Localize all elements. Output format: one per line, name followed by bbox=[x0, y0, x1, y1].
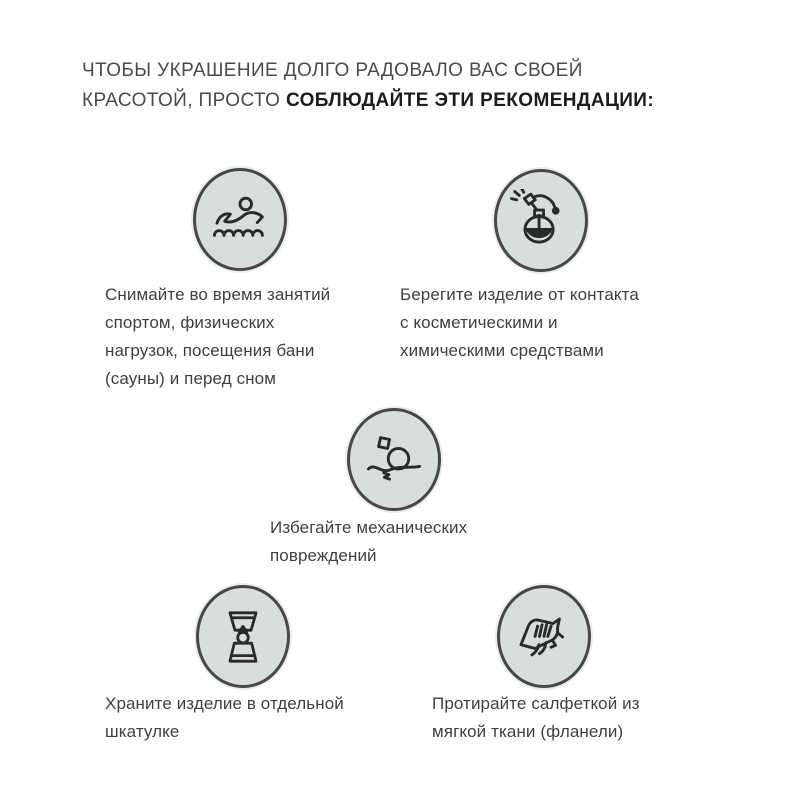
caption-line: Снимайте во время занятий bbox=[105, 285, 331, 304]
ring-box-icon-svg bbox=[212, 606, 274, 668]
title-line2-regular: КРАСОТОЙ, ПРОСТО bbox=[82, 90, 281, 111]
care-item-mechanical-caption bbox=[270, 514, 467, 570]
title-line1: ЧТОБЫ УКРАШЕНИЕ ДОЛГО РАДОВАЛО ВАС СВОЕЙ bbox=[82, 60, 583, 81]
care-item-sport-caption bbox=[105, 281, 330, 393]
care-item-cosmetics-caption bbox=[400, 281, 639, 365]
wiping-cloth-icon bbox=[497, 585, 591, 688]
caption-line: спортом, физических bbox=[105, 313, 275, 332]
title-line2-bold: СОБЛЮДАЙТЕ ЭТИ РЕКОМЕНДАЦИИ: bbox=[285, 90, 655, 111]
caption-line: (сауны) и перед сном bbox=[105, 369, 277, 388]
damaged-ring-icon bbox=[347, 408, 441, 511]
ring-box-icon bbox=[196, 585, 290, 688]
caption-line: Храните изделие в отдельной bbox=[105, 694, 344, 713]
care-item-cleaning-caption bbox=[432, 690, 640, 746]
caption-line: шкатулке bbox=[105, 722, 180, 741]
caption-line: Берегите изделие от контакта bbox=[400, 285, 639, 304]
caption-line: мягкой ткани (фланели) bbox=[432, 722, 624, 741]
damaged-ring-icon-svg bbox=[362, 428, 426, 492]
swimmer-icon-svg bbox=[208, 188, 272, 252]
care-item-storage-caption bbox=[105, 690, 344, 746]
caption-line: химическими средствами bbox=[400, 341, 604, 360]
caption-line: нагрузок, посещения бани bbox=[105, 341, 315, 360]
wiping-cloth-icon-svg bbox=[512, 605, 576, 669]
caption-line: Протирайте салфеткой из bbox=[432, 694, 640, 713]
caption-line: Избегайте механических bbox=[270, 518, 468, 537]
caption-line: повреждений bbox=[270, 546, 377, 565]
swimmer-icon bbox=[193, 168, 287, 271]
page-title bbox=[82, 56, 742, 116]
caption-line: с косметическими и bbox=[400, 313, 558, 332]
perfume-bottle-icon-svg bbox=[509, 189, 573, 253]
perfume-bottle-icon bbox=[494, 169, 588, 272]
